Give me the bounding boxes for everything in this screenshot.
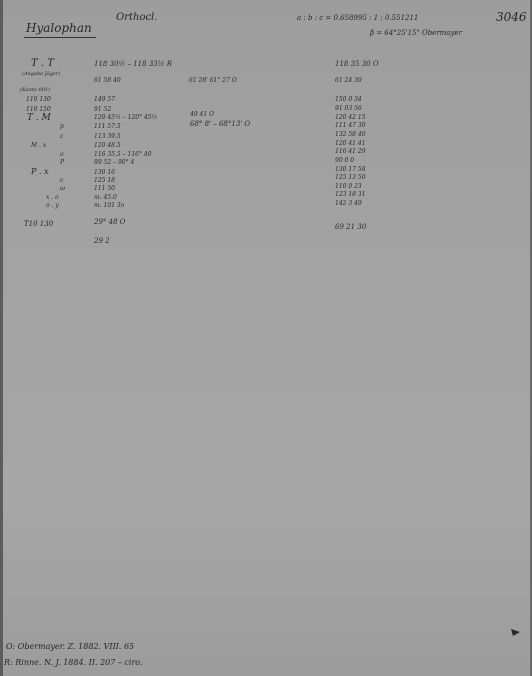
row-value: 91 52 xyxy=(94,106,112,113)
row-value: 111 57.5 xyxy=(94,123,121,130)
row-value: 130 16 xyxy=(94,169,115,176)
beta-angle: β = 64°25'15" Obermayer xyxy=(370,29,462,37)
pointer-mark-icon xyxy=(511,629,520,636)
row-value: 116 35.5 – 116° 40 xyxy=(94,151,152,158)
row-value: 113 39.5 xyxy=(94,133,121,140)
row-value: 29 2 xyxy=(94,237,110,245)
row-value: 149 57 xyxy=(94,96,115,103)
row-value: 89 52 – 90° 4 xyxy=(94,159,135,166)
calc-value: 69 21 30 xyxy=(335,223,367,231)
row-value: 61 58 40 xyxy=(94,77,121,84)
crystal-system: Orthocl. xyxy=(116,12,158,23)
row-label: o . y xyxy=(46,202,59,209)
calc-value: 123 18 31 xyxy=(335,191,366,198)
calc-value: 150 0 34 xyxy=(335,96,362,103)
row-label: ω xyxy=(60,185,65,192)
row-value-alt: 68° 8' – 68°13' O xyxy=(190,120,251,128)
row-label: P . x xyxy=(31,167,49,176)
row-label: M . x xyxy=(31,142,47,149)
reference-obermayer: O: Obermayer. Z. 1882. VIII. 65 xyxy=(6,642,135,651)
row-label: (Angabe Jäger) xyxy=(22,71,61,77)
calc-value: 125 13 50 xyxy=(335,174,366,181)
calc-value: 61 24 30 xyxy=(335,77,362,84)
calc-value: 118 35 30 O xyxy=(335,60,379,68)
row-label: 110 150 xyxy=(26,106,51,113)
calc-value: 110 0 23 xyxy=(335,183,362,190)
row-label: T10 130 xyxy=(24,220,54,228)
row-label: P xyxy=(60,159,65,166)
calc-value: 142 3 49 xyxy=(335,200,362,207)
row-value: 118 30½ – 118 33½ R xyxy=(94,60,173,68)
row-label: T . T xyxy=(31,58,54,69)
row-label: c xyxy=(60,133,64,140)
row-label: p xyxy=(60,123,64,130)
row-value-alt: 61 28' 61° 27 O xyxy=(189,77,237,84)
row-value: m. 45.0 xyxy=(94,194,117,201)
calc-value: 91 03 56 xyxy=(335,105,362,112)
reference-number: 3046 xyxy=(496,10,527,24)
row-value: 120 48.5 xyxy=(94,142,121,149)
row-label: x . o xyxy=(46,194,59,201)
row-label: T . M xyxy=(27,113,51,123)
row-value-alt: 49 41 O xyxy=(190,111,215,118)
calc-value: 111 47 30 xyxy=(335,122,366,129)
row-value: m. 101 3o xyxy=(94,202,125,209)
row-label: o xyxy=(60,151,64,158)
row-value: 125 18 xyxy=(94,177,115,184)
mineral-name: Hyalophan xyxy=(26,21,92,35)
calc-value: 132 58 40 xyxy=(335,131,366,138)
calc-value: 130 17 58 xyxy=(335,166,366,173)
row-label: c xyxy=(60,177,64,184)
mineral-name-underline xyxy=(24,37,96,38)
calc-value: 120 41 41 xyxy=(335,140,366,147)
row-value: 111 50 xyxy=(94,185,115,192)
axial-ratio: a : b : c = 0.658995 : 1 : 0.551211 xyxy=(297,14,419,22)
reference-rinne: R: Rinne. N. J. 1884. II. 207 – ciro. xyxy=(4,658,143,667)
calc-value: 90 0 0 xyxy=(335,157,355,164)
row-label: (Kante 001) xyxy=(20,87,50,93)
calc-value: 116 41 29 xyxy=(335,148,366,155)
row-label: 110 130 xyxy=(26,96,51,103)
calc-value: 120 42 15 xyxy=(335,114,366,121)
row-value: 120 45½ – 120° 45½ xyxy=(94,114,158,121)
row-value: 29° 48 O xyxy=(94,218,126,226)
scan-edge-left xyxy=(0,0,3,676)
